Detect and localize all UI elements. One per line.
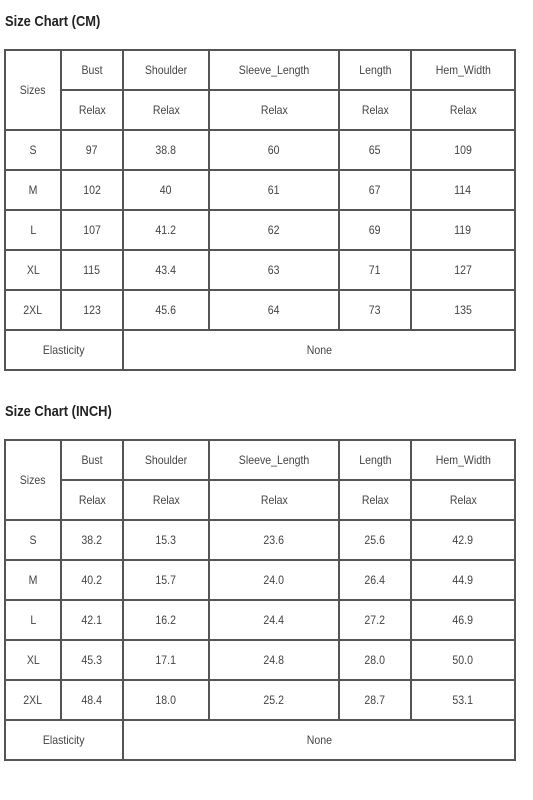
value-cell: 102 xyxy=(61,170,123,210)
value-cell: 60 xyxy=(209,130,339,170)
value-cell: 15.3 xyxy=(123,520,209,560)
value-cell: 24.0 xyxy=(209,560,339,600)
value-cell: 46.9 xyxy=(411,600,515,640)
value-cell: 73 xyxy=(339,290,411,330)
subheader-cell: Relax xyxy=(209,90,339,130)
column-header-bust: Bust xyxy=(61,50,123,90)
value-cell: 123 xyxy=(61,290,123,330)
value-cell: 65 xyxy=(339,130,411,170)
column-header-length: Length xyxy=(339,440,411,480)
value-cell: 63 xyxy=(209,250,339,290)
table-subheader-row xyxy=(5,480,515,520)
subheader-cell: Relax xyxy=(339,90,411,130)
size-cell: 2XL xyxy=(5,680,61,720)
value-cell: 45.3 xyxy=(61,640,123,680)
table-row xyxy=(5,170,515,210)
subheader-cell: Relax xyxy=(411,480,515,520)
column-header-shoulder: Shoulder xyxy=(123,50,209,90)
value-cell: 62 xyxy=(209,210,339,250)
subheader-cell: Relax xyxy=(61,90,123,130)
value-cell: 25.6 xyxy=(339,520,411,560)
size-cell: M xyxy=(5,170,61,210)
value-cell: 26.4 xyxy=(339,560,411,600)
value-cell: 45.6 xyxy=(123,290,209,330)
table-row xyxy=(5,130,515,170)
elasticity-value: None xyxy=(123,720,515,760)
subheader-cell: Relax xyxy=(123,90,209,130)
value-cell: 50.0 xyxy=(411,640,515,680)
value-cell: 18.0 xyxy=(123,680,209,720)
value-cell: 44.9 xyxy=(411,560,515,600)
value-cell: 23.6 xyxy=(209,520,339,560)
sizes-header: Sizes xyxy=(5,50,61,130)
subheader-cell: Relax xyxy=(411,90,515,130)
table-header-row xyxy=(5,440,515,480)
column-header-bust: Bust xyxy=(61,440,123,480)
value-cell: 64 xyxy=(209,290,339,330)
size-chart-cm-title: Size Chart (CM) xyxy=(5,13,101,30)
table-header-row xyxy=(5,50,515,90)
size-cell: L xyxy=(5,600,61,640)
column-header-length: Length xyxy=(339,50,411,90)
value-cell: 28.7 xyxy=(339,680,411,720)
value-cell: 24.4 xyxy=(209,600,339,640)
value-cell: 97 xyxy=(61,130,123,170)
value-cell: 40.2 xyxy=(61,560,123,600)
value-cell: 127 xyxy=(411,250,515,290)
value-cell: 69 xyxy=(339,210,411,250)
value-cell: 119 xyxy=(411,210,515,250)
table-subheader-row xyxy=(5,90,515,130)
elasticity-row xyxy=(5,720,515,760)
column-header-sleeve-length: Sleeve_Length xyxy=(209,440,339,480)
column-header-shoulder: Shoulder xyxy=(123,440,209,480)
elasticity-label: Elasticity xyxy=(5,720,123,760)
value-cell: 41.2 xyxy=(123,210,209,250)
elasticity-row xyxy=(5,330,515,370)
size-cell: S xyxy=(5,130,61,170)
size-cell: L xyxy=(5,210,61,250)
table-row xyxy=(5,250,515,290)
value-cell: 71 xyxy=(339,250,411,290)
elasticity-label: Elasticity xyxy=(5,330,123,370)
value-cell: 38.8 xyxy=(123,130,209,170)
value-cell: 115 xyxy=(61,250,123,290)
value-cell: 53.1 xyxy=(411,680,515,720)
column-header-hem-width: Hem_Width xyxy=(411,440,515,480)
value-cell: 28.0 xyxy=(339,640,411,680)
table-row xyxy=(5,520,515,560)
size-chart-cm-table xyxy=(4,49,516,371)
size-chart-inch-table xyxy=(4,439,516,761)
subheader-cell: Relax xyxy=(209,480,339,520)
size-cell: 2XL xyxy=(5,290,61,330)
size-cell: M xyxy=(5,560,61,600)
size-cell: S xyxy=(5,520,61,560)
subheader-cell: Relax xyxy=(61,480,123,520)
column-header-hem-width: Hem_Width xyxy=(411,50,515,90)
table-row xyxy=(5,560,515,600)
size-cell: XL xyxy=(5,640,61,680)
table-row xyxy=(5,210,515,250)
value-cell: 107 xyxy=(61,210,123,250)
subheader-cell: Relax xyxy=(339,480,411,520)
value-cell: 135 xyxy=(411,290,515,330)
table-row xyxy=(5,290,515,330)
value-cell: 67 xyxy=(339,170,411,210)
table-row xyxy=(5,680,515,720)
table-row xyxy=(5,640,515,680)
size-chart-inch-title: Size Chart (INCH) xyxy=(5,403,112,420)
value-cell: 40 xyxy=(123,170,209,210)
value-cell: 17.1 xyxy=(123,640,209,680)
column-header-sleeve-length: Sleeve_Length xyxy=(209,50,339,90)
value-cell: 15.7 xyxy=(123,560,209,600)
value-cell: 42.1 xyxy=(61,600,123,640)
table-row xyxy=(5,600,515,640)
value-cell: 24.8 xyxy=(209,640,339,680)
value-cell: 61 xyxy=(209,170,339,210)
elasticity-value: None xyxy=(123,330,515,370)
value-cell: 114 xyxy=(411,170,515,210)
value-cell: 43.4 xyxy=(123,250,209,290)
sizes-header: Sizes xyxy=(5,440,61,520)
value-cell: 16.2 xyxy=(123,600,209,640)
value-cell: 38.2 xyxy=(61,520,123,560)
value-cell: 48.4 xyxy=(61,680,123,720)
subheader-cell: Relax xyxy=(123,480,209,520)
value-cell: 27.2 xyxy=(339,600,411,640)
value-cell: 109 xyxy=(411,130,515,170)
size-cell: XL xyxy=(5,250,61,290)
value-cell: 25.2 xyxy=(209,680,339,720)
value-cell: 42.9 xyxy=(411,520,515,560)
